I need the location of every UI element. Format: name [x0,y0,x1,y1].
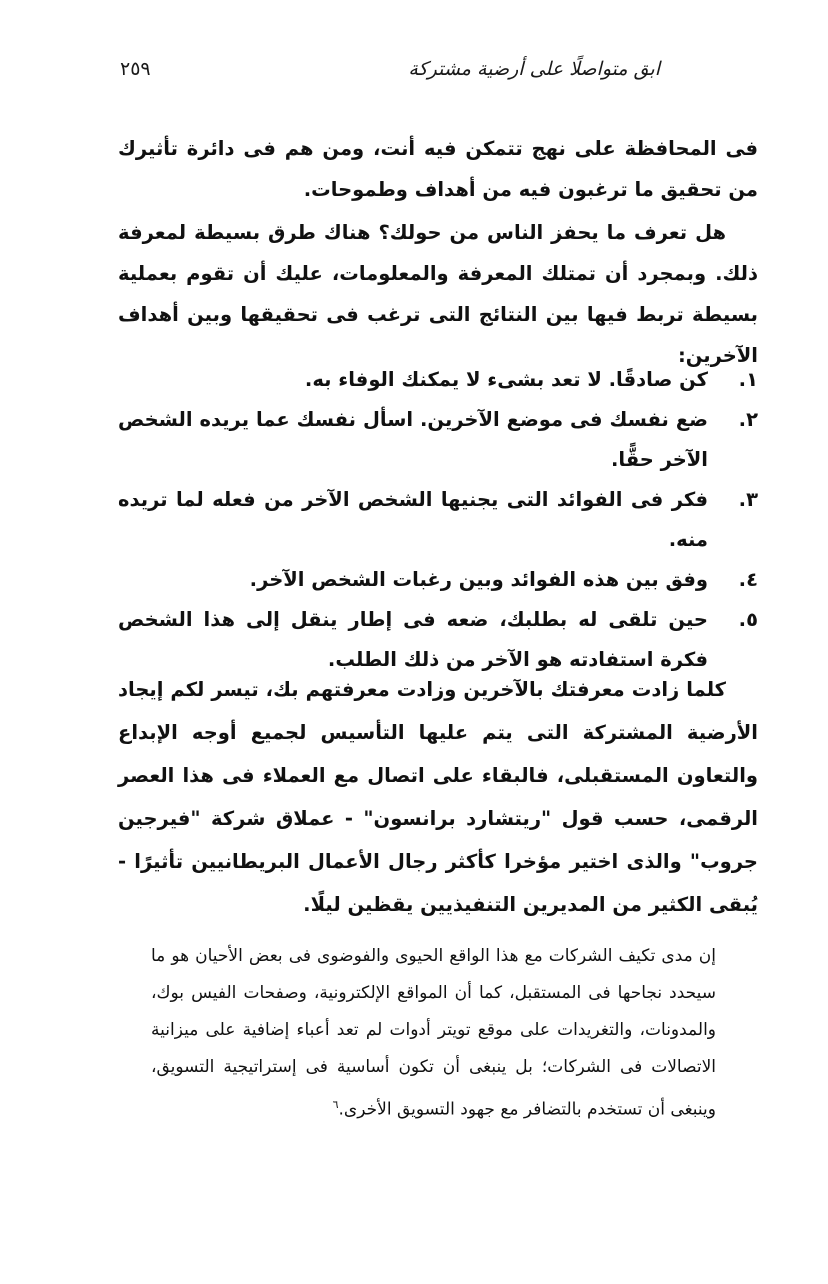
list-item [118,400,758,480]
paragraph-1: فى المحافظة على نهج تتمكن فيه أنت، ومن هم فى دائرة تأثيرك من تحقيق ما ترغبون فيه من أهداف وطموحات. [118,137,758,201]
list-item [118,480,758,560]
list-item-number: ١. [738,368,758,391]
list-item-number: ٤. [738,568,758,591]
list-item-number: ٣. [738,488,758,511]
list-item-number: ٥. [738,608,758,631]
list-item [118,360,758,400]
list-item-number: ٢. [738,408,758,431]
list-item-text: فكر فى الفوائد التى يجنيها الشخص الآخر من فعله لما تريده منه. [118,488,708,551]
paragraph-2: هل تعرف ما يحفز الناس من حولك؟ هناك طرق بسيطة لمعرفة ذلك. وبمجرد أن تمتلك المعرفة والمعلومات، عليك أن تقوم بعملية بسيطة تربط فيها بين النتائج التى ترغب فى تحقيقها وبين أهداف الآخرين: [118,221,758,367]
list-item-text: وفق بين هذه الفوائد وبين رغبات الشخص الآخر. [249,568,708,591]
list-item-text: كن صادقًا. لا تعد بشىء لا يمكنك الوفاء به. [304,368,708,391]
running-header [120,58,810,98]
numbered-list [118,360,758,680]
paragraph-3: كلما زادت معرفتك بالآخرين وزادت معرفتهم بك، تيسر لكم إيجاد الأرضية المشتركة التى يتم عليها التأسيس لجميع أوجه الإبداع والتعاون المستقبلى، فالبقاء على اتصال مع العملاء فى هذا العصر الرقمى، حسب قول "ريتشارد برانسون" - عملاق شركة "فيرجين جروب" والذى اختير مؤخرا كأكثر رجال الأعمال البريطانيين تأثيرًا - يُبقى الكثير من المديرين التنفيذيين يقظين ليلًا. [118,678,758,916]
page-number: ٢٥٩ [120,58,151,80]
block-quote-text: إن مدى تكيف الشركات مع هذا الواقع الحيوى والفوضوى فى بعض الأحيان هو ما سيحدد نجاحها فى المستقبل، كما أن المواقع الإلكترونية، وصفحات الفيس بوك، والمدونات، والتغريدات على موقع تويتر أدوات لم تعد أعباء إضافية على ميزانية الاتصالات فى الشركات؛ بل ينبغى أن تكون أساسية فى إستراتيجية التسويق، وينبغى أن تستخدم بالتضافر مع جهود التسويق الأخرى. [151,946,716,1120]
list-item-text: ضع نفسك فى موضع الآخرين. اسأل نفسك عما يريده الشخص الآخر حقًّا. [118,408,708,471]
footnote-marker: ٦ [332,1098,339,1111]
list-item-text: حين تلقى له بطلبك، ضعه فى إطار ينقل إلى هذا الشخص فكرة استفادته هو الآخر من ذلك الطلب. [118,608,708,671]
block-quote [151,938,716,1129]
chapter-title: ابق متواصلًا على أرضية مشتركة [408,58,660,80]
list-item [118,560,758,600]
